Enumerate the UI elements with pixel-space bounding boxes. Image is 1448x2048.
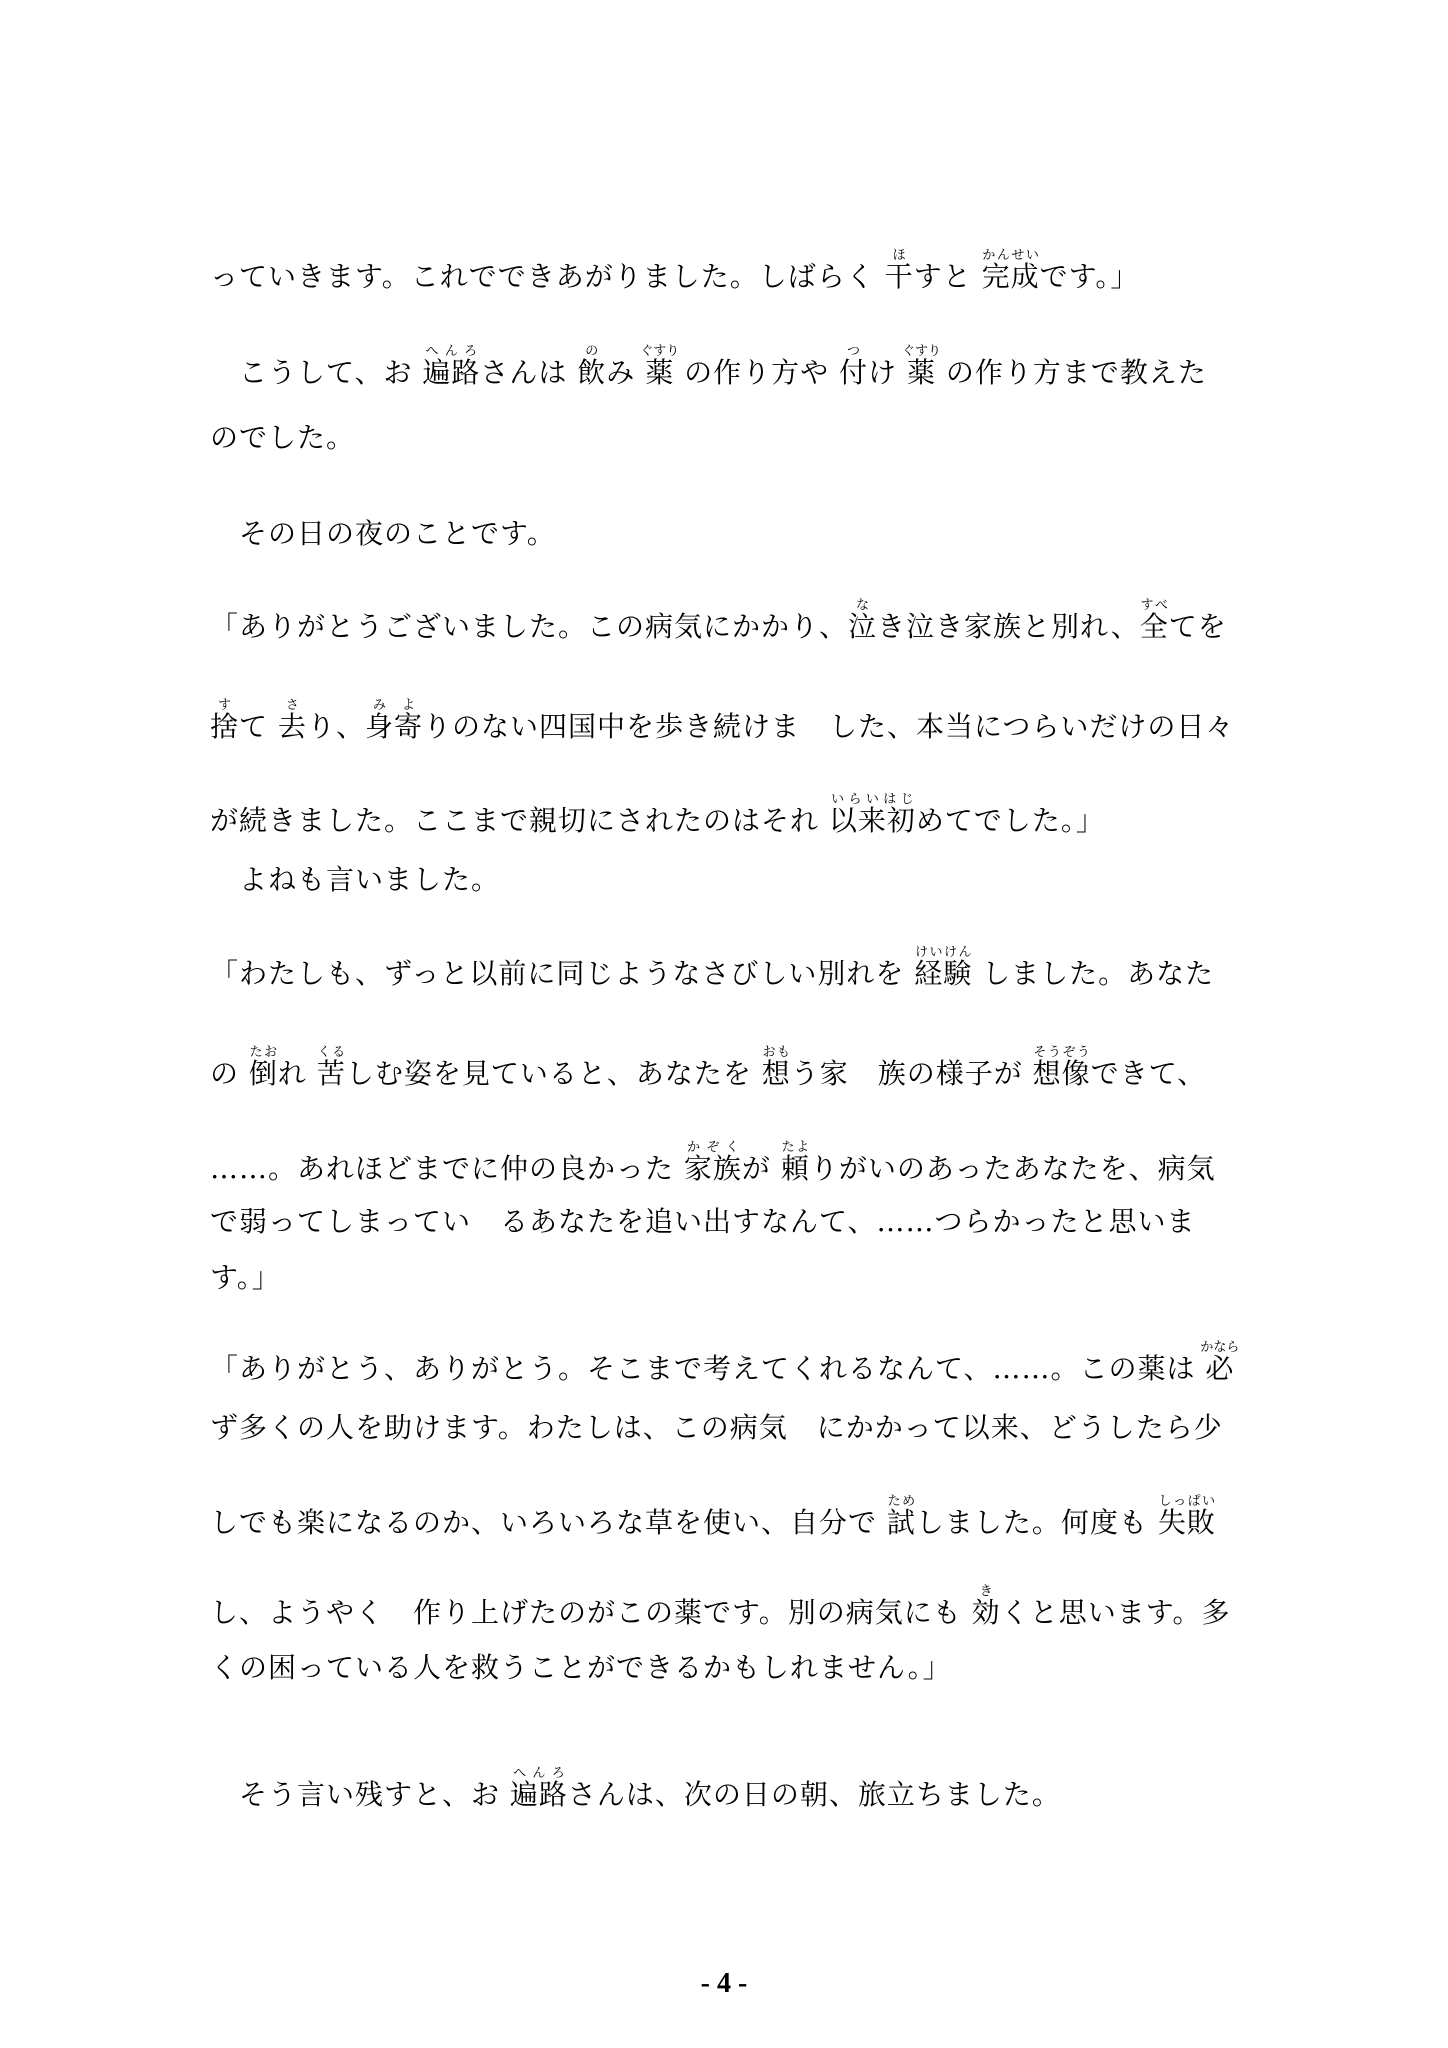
text-line	[210, 698, 1250, 747]
furigana: みよ	[364, 698, 423, 713]
text-run: りのない四国中を歩き続けま した、本当につらいだけの日々	[422, 710, 1235, 743]
furigana: たよ	[780, 1140, 810, 1155]
ruby-word	[884, 248, 914, 293]
text-line	[210, 344, 1250, 393]
ruby-word	[1139, 598, 1169, 643]
text-line	[210, 1140, 1250, 1189]
furigana: ほ	[884, 248, 914, 263]
furigana: かなら	[1200, 1340, 1240, 1355]
text-line	[210, 1648, 1250, 1688]
ruby-base: 干	[884, 260, 914, 293]
text-run: くと思います。多	[1000, 1596, 1231, 1629]
ruby-base: 捨	[210, 710, 240, 743]
text-run: け	[868, 356, 907, 389]
furigana: しっぱい	[1157, 1494, 1216, 1509]
text-run: で弱ってしまってい るあなたを追い出すなんて、……つらかったと思いま	[210, 1205, 1196, 1238]
text-run: しました。あなた	[972, 957, 1215, 990]
ruby-word	[828, 792, 916, 837]
ruby-word	[316, 1045, 346, 1090]
text-line	[210, 1258, 1250, 1298]
text-run: しむ姿を見ていると、あなたを	[345, 1057, 762, 1090]
text-run: めてでした。」	[915, 804, 1105, 837]
ruby-base: 失敗	[1157, 1506, 1216, 1539]
furigana: す	[210, 698, 240, 713]
ruby-base: 遍路	[422, 356, 481, 389]
text-line	[210, 792, 1250, 841]
ruby-base: 薬	[901, 356, 941, 389]
text-line	[210, 514, 1250, 554]
text-run: う家 族の様子が	[790, 1057, 1033, 1090]
text-run: ず多くの人を助けます。わたしは、この病気 にかかって以来、どうしたら少	[210, 1411, 1223, 1444]
text-run: しました。何度も	[915, 1506, 1158, 1539]
ruby-base: 完成	[981, 260, 1040, 293]
text-run: す。」	[210, 1261, 281, 1294]
text-line	[210, 1340, 1250, 1389]
ruby-base: 以来初	[828, 804, 916, 837]
ruby-word	[509, 1766, 568, 1811]
ruby-word	[886, 1494, 916, 1539]
ruby-base: 倒	[248, 1057, 278, 1090]
ruby-word	[971, 1584, 1001, 1629]
text-run: こうして、お	[210, 356, 423, 389]
ruby-word	[1032, 1045, 1091, 1090]
furigana: ぐすり	[640, 344, 680, 359]
text-run: くの困っている人を救うことができるかもしれません。」	[210, 1651, 952, 1684]
text-run: き泣き家族と別れ、	[877, 610, 1140, 643]
ruby-base: 泣	[848, 610, 878, 643]
ruby-word	[577, 344, 607, 389]
text-run: その日の夜のことです。	[210, 517, 556, 550]
text-run: り、	[306, 710, 365, 743]
text-run: の	[210, 1057, 249, 1090]
text-run: の作り方まで教えた	[935, 356, 1207, 389]
ruby-word	[761, 1045, 791, 1090]
text-run: りがいのあったあなたを、病気	[809, 1152, 1216, 1185]
furigana: の	[577, 344, 607, 359]
ruby-word	[248, 1045, 278, 1090]
ruby-word	[210, 698, 240, 743]
ruby-base: 必	[1200, 1352, 1240, 1385]
ruby-base: 遍路	[509, 1778, 568, 1811]
text-run: てを	[1168, 610, 1227, 643]
text-run: のでした。	[210, 421, 356, 454]
text-run: そう言い残すと、お	[210, 1778, 510, 1811]
ruby-word	[277, 698, 307, 743]
furigana: すべ	[1139, 598, 1169, 613]
ruby-base: 去	[277, 710, 307, 743]
ruby-word	[683, 1140, 742, 1185]
ruby-base: 苦	[316, 1057, 346, 1090]
text-line	[210, 598, 1250, 647]
text-line	[210, 1408, 1250, 1448]
furigana: けいけん	[914, 945, 973, 960]
text-run: 「ありがとう、ありがとう。そこまで考えてくれるなんて、……。この薬は	[210, 1352, 1206, 1385]
text-line	[210, 1584, 1250, 1633]
text-run: み	[606, 356, 646, 389]
text-run: っていきます。これでできあがりました。しばらく	[210, 260, 885, 293]
ruby-base: 想	[761, 1057, 791, 1090]
text-line	[210, 1494, 1250, 1543]
ruby-word	[1200, 1340, 1240, 1385]
furigana: たお	[248, 1045, 278, 1060]
text-run: ……。あれほどまでに仲の良かった	[210, 1152, 684, 1185]
furigana: へんろ	[422, 344, 481, 359]
text-line	[210, 1766, 1250, 1815]
furigana: おも	[761, 1045, 791, 1060]
furigana: くる	[316, 1045, 346, 1060]
furigana: いらいはじ	[828, 792, 916, 807]
furigana: き	[971, 1584, 1001, 1599]
ruby-base: 薬	[640, 356, 680, 389]
furigana: さ	[277, 698, 307, 713]
ruby-base: 想像	[1032, 1057, 1091, 1090]
text-run: できて、	[1090, 1057, 1207, 1090]
text-run: れ	[277, 1057, 317, 1090]
text-line	[210, 248, 1250, 297]
ruby-word	[981, 248, 1040, 293]
text-line	[210, 418, 1250, 458]
ruby-word	[1157, 1494, 1216, 1539]
text-line	[210, 860, 1250, 900]
ruby-base: 頼	[780, 1152, 810, 1185]
ruby-word	[839, 344, 869, 389]
ruby-word	[640, 344, 680, 389]
ruby-base: 効	[971, 1596, 1001, 1629]
ruby-base: 全	[1139, 610, 1169, 643]
text-run: て	[239, 710, 278, 743]
ruby-base: 付	[839, 356, 869, 389]
text-run: が	[741, 1152, 781, 1185]
ruby-word	[914, 945, 973, 990]
ruby-word	[780, 1140, 810, 1185]
text-run: です。」	[1039, 260, 1140, 293]
ruby-word	[422, 344, 481, 389]
text-run: が続きました。ここまで親切にされたのはそれ	[210, 804, 829, 837]
ruby-base: 身寄	[364, 710, 423, 743]
furigana: ため	[886, 1494, 916, 1509]
text-run: 「わたしも、ずっと以前に同じようなさびしい別れを	[210, 957, 915, 990]
ruby-base: 飲	[577, 356, 607, 389]
ruby-base: 経験	[914, 957, 973, 990]
ruby-word	[901, 344, 941, 389]
ruby-word	[848, 598, 878, 643]
furigana: へんろ	[509, 1766, 568, 1781]
text-run: し、ようやく 作り上げたのがこの薬です。別の病気にも	[210, 1596, 972, 1629]
furigana: そうぞう	[1032, 1045, 1091, 1060]
text-run: さんは、次の日の朝、旅立ちました。	[567, 1778, 1061, 1811]
text-run: の作り方や	[674, 356, 840, 389]
ruby-base: 試	[886, 1506, 916, 1539]
text-line	[210, 945, 1250, 994]
text-run: よねも言いました。	[210, 863, 501, 896]
furigana: な	[848, 598, 878, 613]
text-run: しでも楽になるのか、いろいろな草を使い、自分で	[210, 1506, 887, 1539]
furigana: ぐすり	[901, 344, 941, 359]
page-number: - 4 -	[700, 1968, 748, 1999]
text-run: すと	[913, 260, 982, 293]
text-run: さんは	[480, 356, 578, 389]
text-line	[210, 1045, 1250, 1094]
text-line	[210, 1202, 1250, 1242]
text-run: 「ありがとうございました。この病気にかかり、	[210, 610, 849, 643]
ruby-base: 家族	[683, 1152, 742, 1185]
ruby-word	[364, 698, 423, 743]
furigana: かぞく	[683, 1140, 742, 1155]
furigana: つ	[839, 344, 869, 359]
furigana: かんせい	[981, 248, 1040, 263]
